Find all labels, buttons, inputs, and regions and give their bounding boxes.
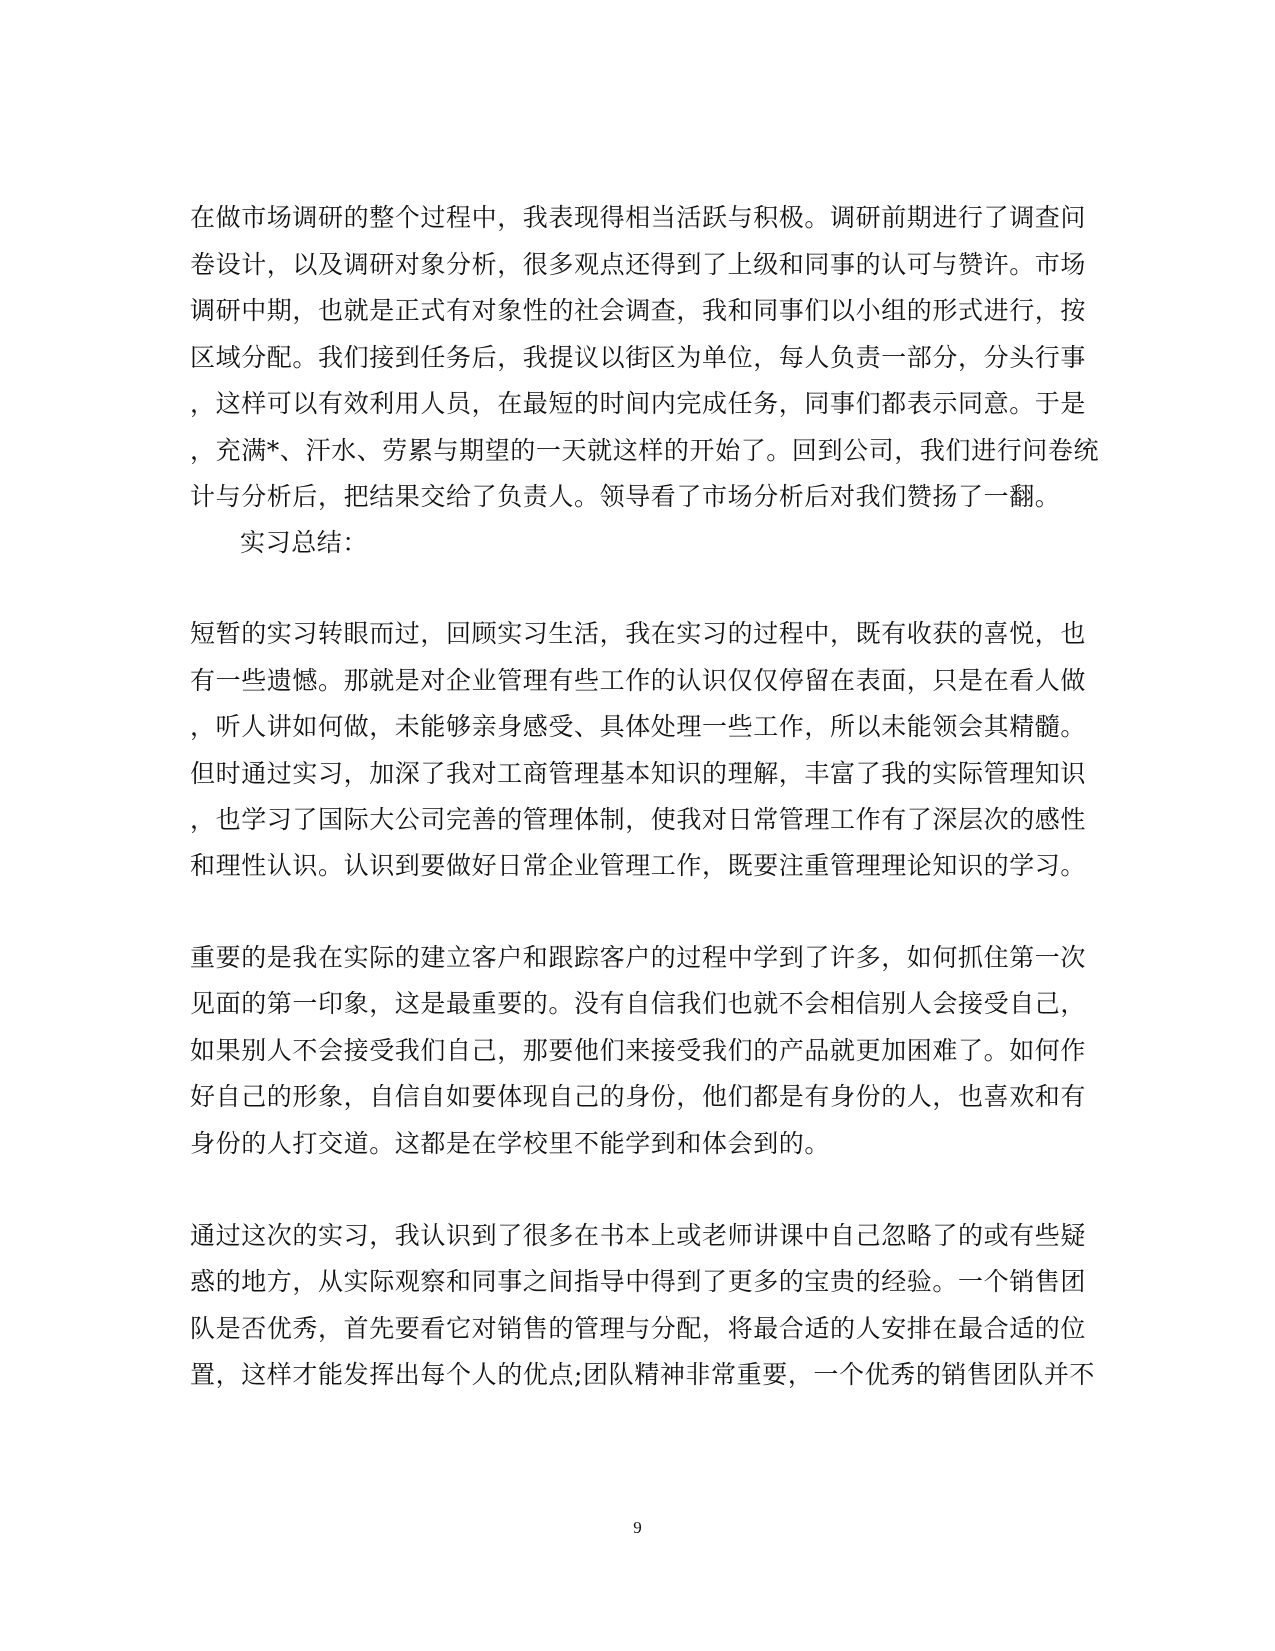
paragraph-1-line-5: ，这样可以有效利用人员，在最短的时间内完成任务，同事们都表示同意。于是	[190, 389, 1087, 418]
paragraph-2-line-2: 有一些遗憾。那就是对企业管理有些工作的认识仅仅停留在表面，只是在看人做	[190, 666, 1087, 695]
paragraph-4-line-3: 队是否优秀，首先要看它对销售的管理与分配，将最合适的人安排在最合适的位	[190, 1314, 1087, 1343]
paragraph-2-line-1: 短暂的实习转眼而过，回顾实习生活，我在实习的过程中，既有收获的喜悦，也	[190, 619, 1087, 648]
paragraph-2-line-4: 但时通过实习，加深了我对工商管理基本知识的理解，丰富了我的实际管理知识	[190, 759, 1087, 788]
paragraph-1-line-1: 在做市场调研的整个过程中，我表现得相当活跃与积极。调研前期进行了调查问	[190, 203, 1087, 232]
paragraph-4-line-4: 置，这样才能发挥出每个人的优点;团队精神非常重要，一个优秀的销售团队并不	[190, 1360, 1096, 1389]
paragraph-1-line-2: 卷设计，以及调研对象分析，很多观点还得到了上级和同事的认可与赞许。市场	[190, 250, 1087, 279]
paragraph-4-line-1: 通过这次的实习，我认识到了很多在书本上或老师讲课中自己忽略了的或有些疑	[190, 1221, 1087, 1250]
section-heading: 实习总结：	[240, 528, 369, 557]
paragraph-2-line-3: ，听人讲如何做，未能够亲身感受、具体处理一些工作，所以未能领会其精髓。	[190, 712, 1087, 741]
paragraph-3-line-3: 如果别人不会接受我们自己，那要他们来接受我们的产品就更加困难了。如何作	[190, 1036, 1087, 1065]
paragraph-3-line-2: 见面的第一印象，这是最重要的。没有自信我们也就不会相信别人会接受自己，	[190, 989, 1087, 1018]
paragraph-3-line-5: 身份的人打交道。这都是在学校里不能学到和体会到的。	[190, 1129, 831, 1158]
paragraph-2-line-6: 和理性认识。认识到要做好日常企业管理工作，既要注重管理理论知识的学习。	[190, 851, 1087, 880]
paragraph-3-line-1: 重要的是我在实际的建立客户和跟踪客户的过程中学到了许多，如何抓住第一次	[190, 943, 1087, 972]
paragraph-1-line-6: ，充满*、汗水、劳累与期望的一天就这样的开始了。回到公司，我们进行问卷统	[190, 436, 1100, 465]
paragraph-1-line-3: 调研中期，也就是正式有对象性的社会调查，我和同事们以小组的形式进行，按	[190, 296, 1087, 325]
paragraph-4-line-2: 惑的地方，从实际观察和同事之间指导中得到了更多的宝贵的经验。一个销售团	[190, 1267, 1087, 1296]
paragraph-1-line-7: 计与分析后，把结果交给了负责人。领导看了市场分析后对我们赞扬了一翻。	[190, 482, 1061, 511]
paragraph-1-line-4: 区域分配。我们接到任务后，我提议以街区为单位，每人负责一部分，分头行事	[190, 343, 1087, 372]
paragraph-2-line-5: ，也学习了国际大公司完善的管理体制，使我对日常管理工作有了深层次的感性	[190, 805, 1087, 834]
page-number: 9	[633, 1518, 642, 1537]
paragraph-3-line-4: 好自己的形象，自信自如要体现自己的身份，他们都是有身份的人，也喜欢和有	[190, 1082, 1087, 1111]
